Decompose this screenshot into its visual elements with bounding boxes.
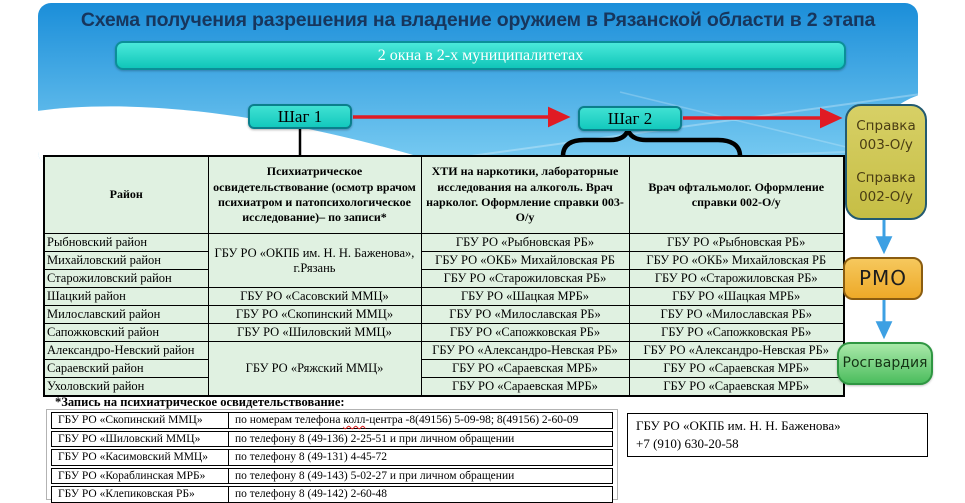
facility-cell: ГБУ РО «ОКПБ им. Н. Н. Баженова», г.Рязань (208, 234, 421, 288)
table-row (44, 360, 844, 378)
facility-cell: ГБУ РО «Рыбновская РБ» (421, 234, 629, 252)
facility-cell: ГБУ РО «Александро-Невская РБ» (629, 342, 844, 360)
rmo-box: РМО (843, 257, 923, 300)
facility-cell: ГБУ РО «Шацкая МРБ» (629, 288, 844, 306)
booking-org: ГБУ РО «Клепиковская РБ» (52, 487, 229, 502)
booking-phone: по телефону 8 (49-136) 2-25-51 и при личном обращении (235, 432, 515, 445)
table-row (44, 378, 844, 397)
facility-cell: ГБУ РО «Шиловский ММЦ» (208, 324, 421, 342)
facility-cell: ГБУ РО «ОКБ» Михайловская РБ (421, 252, 629, 270)
contact-phone: +7 (910) 630-20-58 (636, 435, 739, 451)
spravka-003: Справка 003-О/у (856, 118, 916, 153)
facility-cell: ГБУ РО «Сасовский ММЦ» (208, 288, 421, 306)
table-row (44, 234, 844, 252)
booking-row (51, 468, 613, 485)
col-header-eye: Врач офтальмолог. Оформление справки 002-О/у (629, 156, 844, 234)
facility-cell: ГБУ РО «Сараевская МРБ» (629, 378, 844, 397)
step1-box: Шаг 1 (248, 104, 352, 129)
districts-table-wrap (43, 155, 845, 397)
booking-org: ГБУ РО «Шиловский ММЦ» (52, 432, 229, 447)
booking-phone: по телефону 8 (49-131) 4-45-72 (235, 451, 388, 463)
facility-cell: ГБУ РО «Шацкая МРБ» (421, 288, 629, 306)
spravka-002: Справка 002-О/у (856, 170, 916, 205)
district-cell: Александро-Невский район (44, 342, 208, 360)
booking-phone: по телефону 8 (49-142) 2-60-48 (235, 488, 388, 500)
contact-box (627, 413, 928, 457)
booking-org: ГБУ РО «Скопинский ММЦ» (52, 413, 229, 428)
col-header-district: Район (44, 156, 208, 234)
district-cell: Рыбновский район (44, 234, 208, 252)
facility-cell: ГБУ РО «Старожиловская РБ» (421, 270, 629, 288)
booking-row (51, 431, 613, 448)
table-row (44, 270, 844, 288)
facility-cell: ГБУ РО «Старожиловская РБ» (629, 270, 844, 288)
facility-cell: ГБУ РО «Скопинский ММЦ» (208, 306, 421, 324)
table-row (44, 252, 844, 270)
facility-cell: ГБУ РО «Сараевская МРБ» (421, 378, 629, 397)
facility-cell: ГБУ РО «Сапожковская РБ» (629, 324, 844, 342)
page-title: Схема получения разрешения на владение оружием в Рязанской области в 2 этапа (80, 9, 876, 31)
facility-cell: ГБУ РО «Александро-Невская РБ» (421, 342, 629, 360)
booking-footnote: *Запись на психиатрическое освидетельствование: (55, 395, 345, 409)
district-cell: Ухоловский район (44, 378, 208, 397)
booking-org: ГБУ РО «Касимовский ММЦ» (52, 450, 229, 465)
col-header-xti: ХТИ на наркотики, лабораторные исследования на алкоголь. Врач нарколог. Оформление справки 003-О/у (421, 156, 629, 234)
facility-cell: ГБУ РО «ОКБ» Михайловская РБ (629, 252, 844, 270)
table-row (44, 288, 844, 306)
booking-org: ГБУ РО «Кораблинская МРБ» (52, 469, 229, 484)
district-cell: Старожиловский район (44, 270, 208, 288)
table-row (44, 306, 844, 324)
facility-cell: ГБУ РО «Сараевская МРБ» (421, 360, 629, 378)
booking-table (46, 409, 618, 500)
step2-box: Шаг 2 (578, 106, 682, 131)
district-cell: Михайловский район (44, 252, 208, 270)
booking-row (51, 486, 613, 503)
rosgvardia-box: Росгвардия (837, 342, 933, 385)
district-cell: Шацкий район (44, 288, 208, 306)
district-cell: Милославский район (44, 306, 208, 324)
facility-cell: ГБУ РО «Милославская РБ» (629, 306, 844, 324)
facility-cell: ГБУ РО «Ряжский ММЦ» (208, 342, 421, 397)
booking-row (51, 412, 613, 429)
booking-phone: по номерам телефона колл-центра -8(49156) 5-09-98; 8(49156) 2-60-09 (235, 414, 579, 426)
spravka-box (845, 104, 927, 220)
facility-cell: ГБУ РО «Сараевская МРБ» (629, 360, 844, 378)
table-row (44, 342, 844, 360)
spellcheck-squiggle: колл (343, 414, 366, 426)
districts-table (43, 155, 845, 397)
facility-cell: ГБУ РО «Рыбновская РБ» (629, 234, 844, 252)
district-cell: Сараевский район (44, 360, 208, 378)
facility-cell: ГБУ РО «Сапожковская РБ» (421, 324, 629, 342)
contact-org: ГБУ РО «ОКПБ им. Н. Н. Баженова» (636, 418, 841, 433)
two-windows-banner: 2 окна в 2-х муниципалитетах (115, 41, 846, 70)
table-row (44, 324, 844, 342)
table-header-row (44, 156, 844, 234)
booking-phone: по телефону 8 (49-143) 5-02-27 и при личном обращении (235, 469, 515, 482)
booking-row (51, 449, 613, 466)
col-header-psych: Психиатрическое освидетельствование (осмотр врачом психиатром и патопсихологическое исследование)– по записи* (208, 156, 421, 234)
facility-cell: ГБУ РО «Милославская РБ» (421, 306, 629, 324)
district-cell: Сапожковский район (44, 324, 208, 342)
